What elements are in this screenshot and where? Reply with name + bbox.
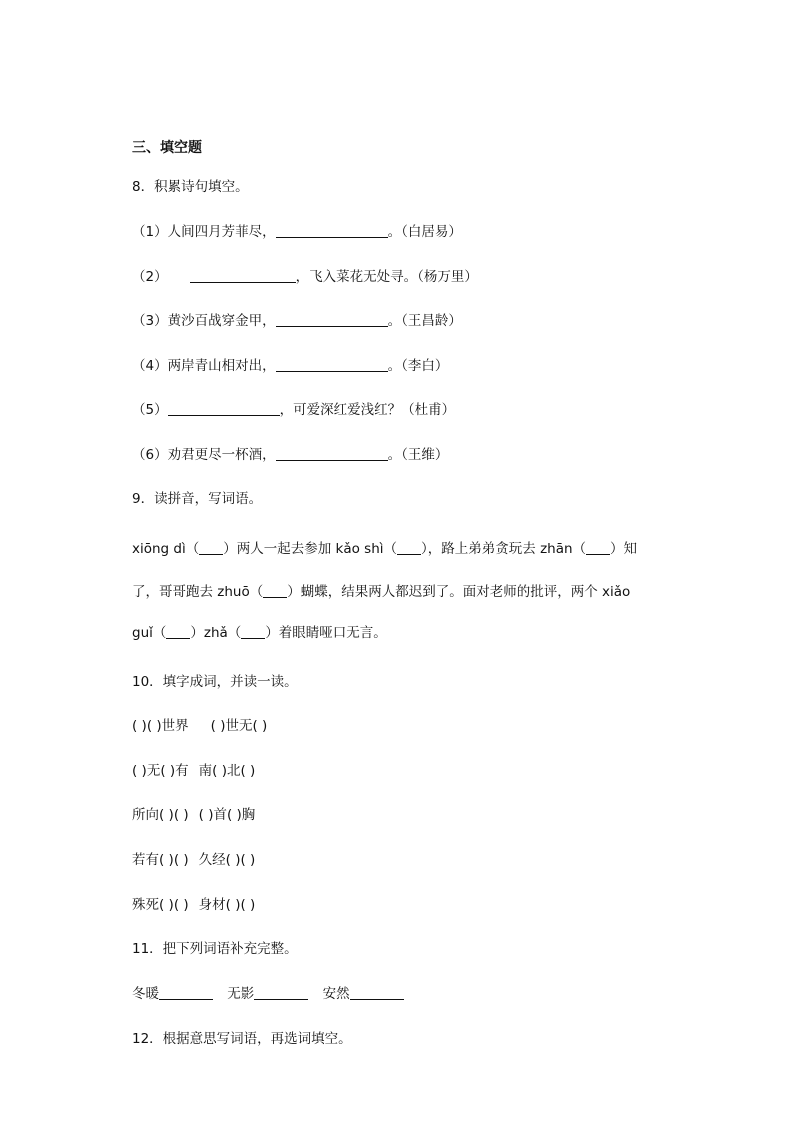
q8-item-3-label: （3）黄沙百战穿金甲， xyxy=(132,313,276,329)
answer-blank[interactable] xyxy=(276,446,388,461)
q8-item-1-label: （1）人间四月芳菲尽， xyxy=(132,224,276,240)
idiom-blank-item: 殊死( )( ) xyxy=(132,897,189,913)
q8-title: 8．积累诗句填空。 xyxy=(132,179,249,195)
answer-blank[interactable] xyxy=(190,268,296,283)
q8-item-6 xyxy=(132,445,448,465)
q8-item-3-after: 。（王昌龄） xyxy=(387,313,462,329)
q10-row-1 xyxy=(132,716,267,736)
section-title: 三、填空题 xyxy=(132,140,202,156)
idiom-blank-item: 久经( )( ) xyxy=(198,852,256,868)
q9-text: ）着眼睛哑口无言。 xyxy=(265,625,387,641)
answer-blank[interactable] xyxy=(168,401,280,416)
q8-item-6-after: 。（王维） xyxy=(387,447,449,463)
q9-text: ），路上弟弟贪玩去 zhān（ xyxy=(421,541,587,557)
q8-item-2 xyxy=(132,267,478,287)
q9-text: ）两人一起去参加 kǎo shì（ xyxy=(223,541,398,557)
q9-title: 9．读拼音，写词语。 xyxy=(132,491,263,507)
q8-item-4-after: 。（李白） xyxy=(387,358,449,374)
q8-item-1-after: 。（白居易） xyxy=(387,224,462,240)
answer-blank[interactable] xyxy=(276,223,388,238)
q8-item-3 xyxy=(132,311,462,331)
idiom-blank-item: ( )世无( ) xyxy=(210,718,268,734)
answer-blank[interactable] xyxy=(350,985,404,1000)
q9-text: 了，哥哥跑去 zhuō（ xyxy=(132,584,264,600)
answer-blank[interactable] xyxy=(199,541,223,555)
idiom-blank-item: ( )( )世界 xyxy=(132,718,189,734)
answer-blank[interactable] xyxy=(276,357,388,372)
word-prefix: 无影 xyxy=(227,986,255,1002)
answer-blank[interactable] xyxy=(166,625,190,639)
answer-blank[interactable] xyxy=(241,625,265,639)
answer-blank[interactable] xyxy=(254,985,308,1000)
q10-row-2 xyxy=(132,761,255,781)
q9-text: ）蝴蝶，结果两人都迟到了。面对老师的批评，两个 xiǎo xyxy=(287,584,631,600)
q10-row-3 xyxy=(132,805,255,825)
q8-item-4 xyxy=(132,356,448,376)
answer-blank[interactable] xyxy=(263,584,287,598)
q8-item-1 xyxy=(132,222,462,242)
q11-words xyxy=(132,984,404,1004)
q8-item-2-label: （2） xyxy=(132,269,168,285)
q9-line-3 xyxy=(132,623,387,643)
idiom-blank-item: 南( )北( ) xyxy=(198,763,256,779)
q10-row-4 xyxy=(132,850,255,870)
q8-item-2-after: ，飞入菜花无处寻。（杨万里） xyxy=(295,269,478,285)
q8-item-5-label: （5） xyxy=(132,402,168,418)
answer-blank[interactable] xyxy=(397,541,421,555)
q9-text: ）zhǎ（ xyxy=(190,625,242,641)
word-prefix: 冬暖 xyxy=(132,986,159,1002)
idiom-blank-item: ( )无( )有 xyxy=(132,763,189,779)
q10-row-5 xyxy=(132,895,255,915)
q8-item-4-label: （4）两岸青山相对出， xyxy=(132,358,276,374)
q12-title: 12．根据意思写词语，再选词填空。 xyxy=(132,1031,352,1047)
q8-item-6-label: （6）劝君更尽一杯酒， xyxy=(132,447,276,463)
answer-blank[interactable] xyxy=(276,312,388,327)
q8-item-5 xyxy=(132,400,455,420)
idiom-blank-item: 所向( )( ) xyxy=(132,807,189,823)
q9-text: guǐ（ xyxy=(132,625,167,641)
q9-text: ）知 xyxy=(610,541,638,557)
q9-line-1 xyxy=(132,539,637,559)
idiom-blank-item: ( )首( )胸 xyxy=(198,807,256,823)
word-prefix: 安然 xyxy=(322,986,350,1002)
idiom-blank-item: 身材( )( ) xyxy=(198,897,256,913)
q11-title: 11．把下列词语补充完整。 xyxy=(132,941,298,957)
q9-text: xiōng dì（ xyxy=(132,541,200,557)
q10-title: 10．填字成词，并读一读。 xyxy=(132,674,298,690)
answer-blank[interactable] xyxy=(586,541,610,555)
q9-line-2 xyxy=(132,582,630,602)
idiom-blank-item: 若有( )( ) xyxy=(132,852,189,868)
q8-item-5-after: ，可爱深红爱浅红？（杜甫） xyxy=(279,402,456,418)
answer-blank[interactable] xyxy=(159,985,213,1000)
